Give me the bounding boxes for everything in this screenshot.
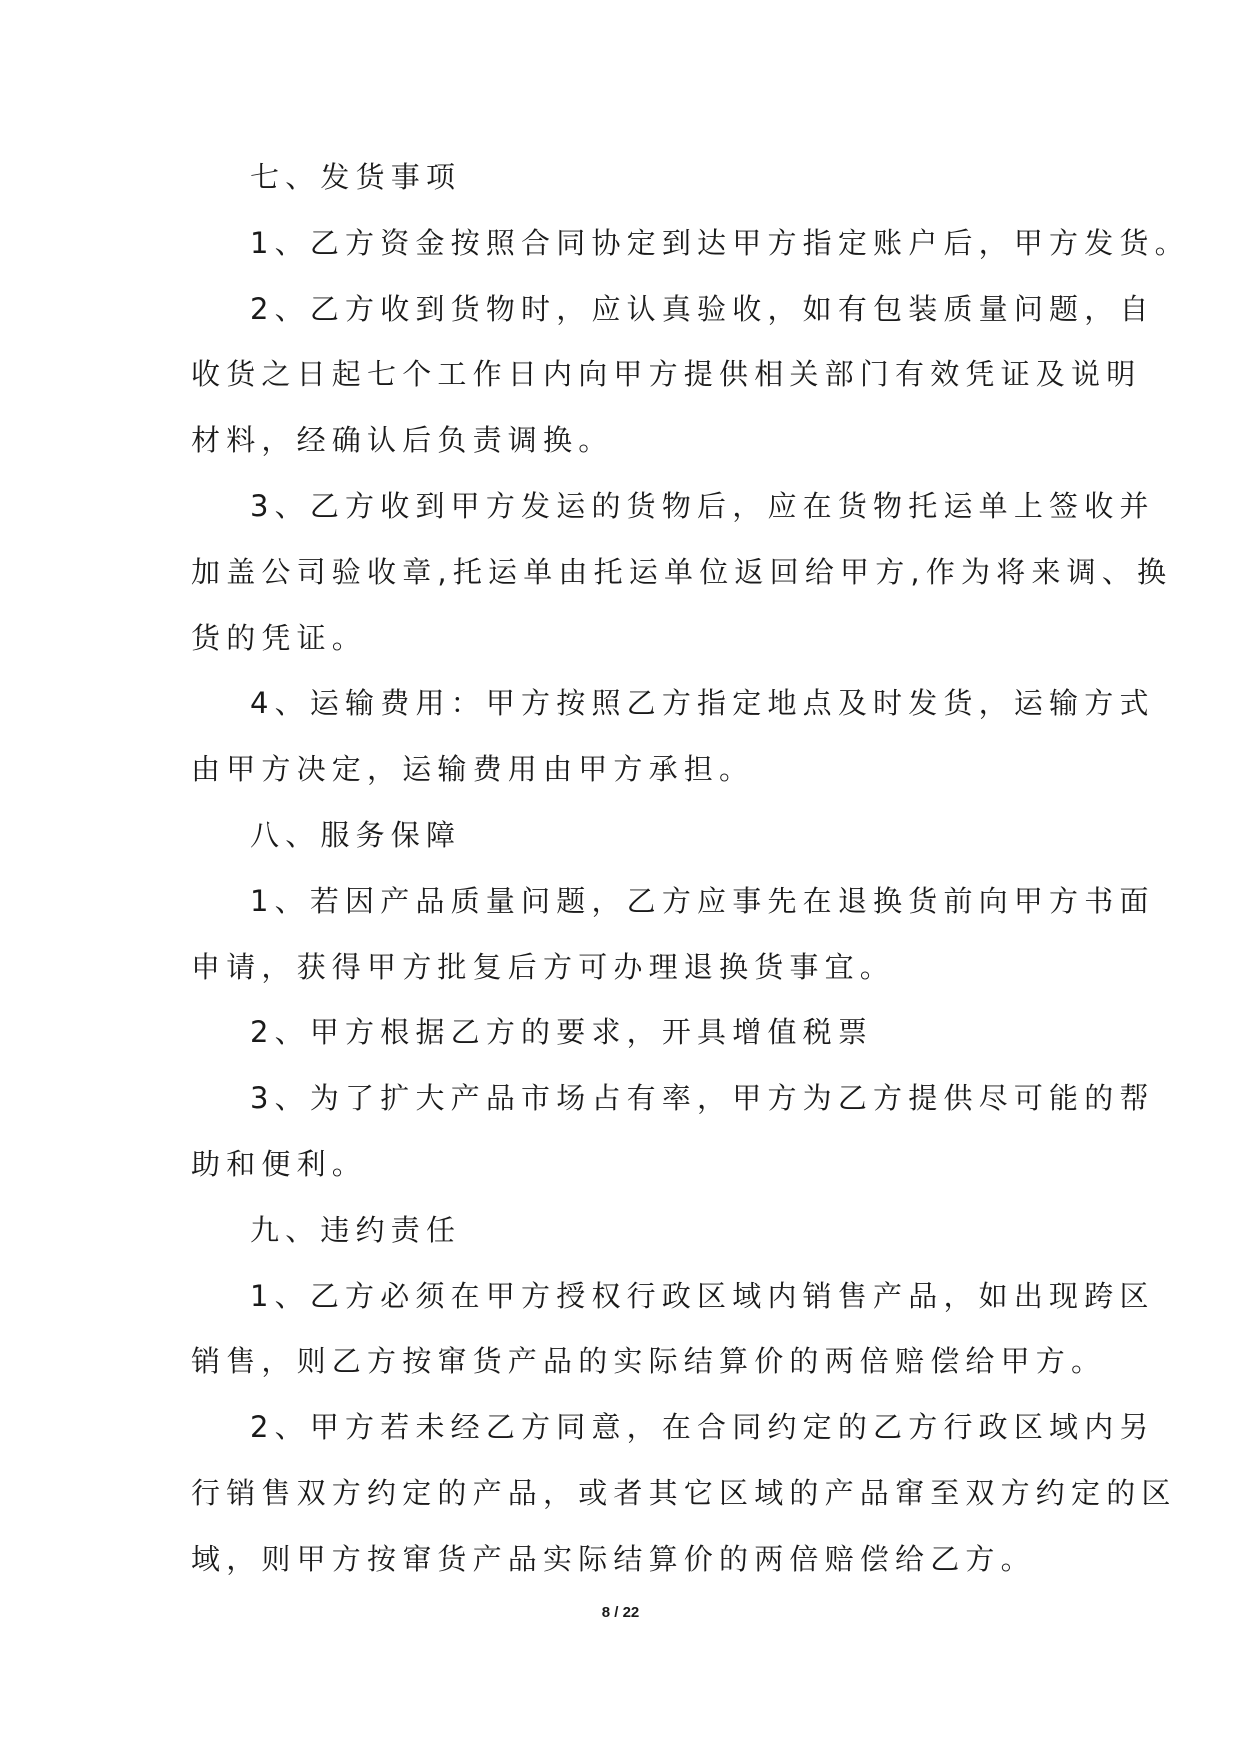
page-number: 8 / 22 <box>601 1604 640 1621</box>
paragraph-line: 2、甲方若未经乙方同意，在合同约定的乙方行政区域内另 <box>250 1410 1155 1445</box>
paragraph-line: 4、运输费用：甲方按照乙方指定地点及时发货，运输方式 <box>250 686 1155 721</box>
paragraph-line: 申请，获得甲方批复后方可办理退换货事宜。 <box>191 949 896 984</box>
section-heading-shipping: 七、发货事项 <box>250 160 462 194</box>
section-heading-breach: 九、违约责任 <box>250 1212 462 1247</box>
paragraph-line: 2、乙方收到货物时，应认真验收，如有包装质量问题，自 <box>250 291 1155 326</box>
paragraph-line: 2、甲方根据乙方的要求，开具增值税票 <box>250 1015 874 1050</box>
section-heading-service: 八、服务保障 <box>250 817 462 852</box>
paragraph-line: 1、乙方必须在甲方授权行政区域内销售产品，如出现跨区 <box>250 1278 1155 1313</box>
paragraph-line: 由甲方决定，运输费用由甲方承担。 <box>191 752 755 787</box>
paragraph-line: 域，则甲方按窜货产品实际结算价的两倍赔偿给乙方。 <box>191 1541 1036 1576</box>
paragraph-line: 材料，经确认后负责调换。 <box>191 423 614 458</box>
paragraph-line: 3、为了扩大产品市场占有率，甲方为乙方提供尽可能的帮 <box>250 1081 1155 1116</box>
paragraph-line: 货的凭证。 <box>191 620 368 655</box>
paragraph-line: 助和便利。 <box>191 1146 368 1181</box>
paragraph-line: 1、若因产品质量问题，乙方应事先在退换货前向甲方书面 <box>250 883 1155 918</box>
paragraph-line: 行销售双方约定的产品，或者其它区域的产品窜至双方约定的区 <box>191 1475 1177 1510</box>
paragraph-line: 销售，则乙方按窜货产品的实际结算价的两倍赔偿给甲方。 <box>191 1344 1107 1379</box>
paragraph-line: 3、乙方收到甲方发运的货物后，应在货物托运单上签收并 <box>250 488 1155 523</box>
paragraph-line: 加盖公司验收章,托运单由托运单位返回给甲方,作为将来调、换 <box>191 554 1173 589</box>
paragraph-line: 收货之日起七个工作日内向甲方提供相关部门有效凭证及说明 <box>191 357 1142 392</box>
paragraph-line: 1、乙方资金按照合同协定到达甲方指定账户后，甲方发货。 <box>250 225 1190 260</box>
document-body <box>191 158 1190 1606</box>
